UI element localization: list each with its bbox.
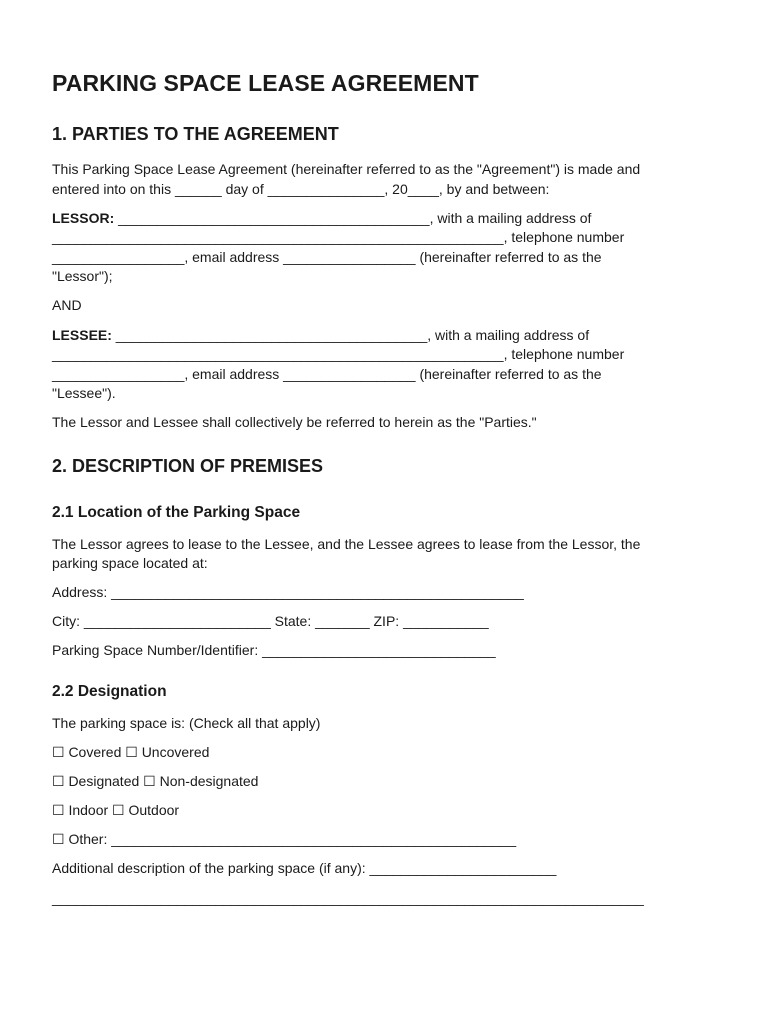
- lessor-contact-field[interactable]: _________________, email address _________________ (hereinafter referred to as the: [52, 248, 602, 265]
- agreement-intro-line-1: This Parking Space Lease Agreement (hereinafter referred to as the "Agreement") is made and: [52, 161, 641, 177]
- checkbox-row-other[interactable]: ☐ Other: ____________________________________________________: [52, 831, 517, 847]
- address-field[interactable]: Address: _____________________________________________________: [52, 584, 524, 600]
- checkbox-row-designated[interactable]: ☐ Designated ☐ Non-designated: [52, 773, 259, 789]
- lessee-name-field[interactable]: ________________________________________, with a mailing address of: [111, 326, 590, 343]
- location-intro-line-1: The Lessor agrees to lease to the Lessee, and the Lessee agrees to lease from the Lessor, the: [52, 535, 641, 552]
- agreement-intro-line-2: entered into on this ______ day of _______________, 20____, by and between:: [52, 180, 550, 197]
- section-1-heading: 1. PARTIES TO THE AGREEMENT: [52, 124, 339, 144]
- subsection-2-2-heading: 2.2 Designation: [52, 683, 167, 700]
- and-separator: AND: [52, 297, 82, 313]
- section-2-heading: 2. DESCRIPTION OF PREMISES: [52, 456, 324, 476]
- location-intro-line-2: parking space located at:: [52, 555, 208, 571]
- city-state-zip-field[interactable]: City: ________________________ State: _______ ZIP: ___________: [52, 613, 489, 629]
- additional-description-blank-line[interactable]: ____________________________________________________________________________: [52, 890, 644, 906]
- subsection-2-1-heading: 2.1 Location of the Parking Space: [52, 504, 301, 521]
- lessee-label: LESSEE:: [52, 326, 112, 343]
- document-title: PARKING SPACE LEASE AGREEMENT: [52, 70, 479, 96]
- lessor-address-field[interactable]: __________________________________________________________, telephone number: [52, 229, 625, 245]
- designation-intro: The parking space is: (Check all that apply): [52, 714, 321, 731]
- lessee-line-1: [52, 326, 589, 346]
- checkbox-row-covered[interactable]: ☐ Covered ☐ Uncovered: [52, 744, 210, 760]
- parties-note: The Lessor and Lessee shall collectively be referred to herein as the "Parties.": [52, 414, 537, 430]
- lessor-definition: "Lessor");: [52, 268, 113, 284]
- additional-description-field[interactable]: Additional description of the parking space (if any): ________________________: [52, 860, 557, 876]
- lessor-line-1: [52, 209, 591, 229]
- lessee-address-field[interactable]: __________________________________________________________, telephone number: [52, 346, 625, 362]
- lessee-contact-field[interactable]: _________________, email address _________________ (hereinafter referred to as the: [52, 365, 602, 382]
- lessee-definition: "Lessee").: [52, 385, 116, 401]
- lessor-label: LESSOR:: [52, 209, 115, 226]
- checkbox-row-indoor[interactable]: ☐ Indoor ☐ Outdoor: [52, 802, 180, 818]
- space-number-field[interactable]: Parking Space Number/Identifier: ______________________________: [52, 642, 496, 658]
- lessor-name-field[interactable]: ________________________________________, with a mailing address of: [114, 209, 592, 226]
